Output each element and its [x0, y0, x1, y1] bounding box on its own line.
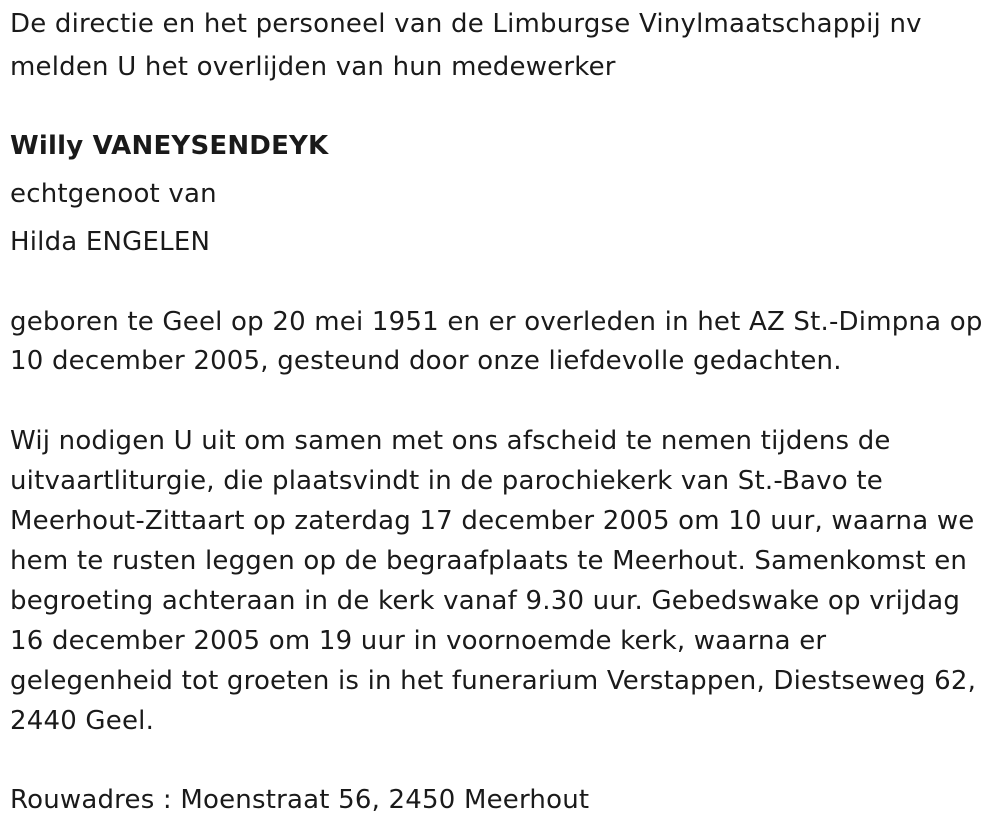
birth-death-line-1: geboren te Geel op 20 mei 1951 en er overleden in het AZ St.-Dimpna op — [10, 307, 983, 337]
intro-line-1: De directie en het personeel van de Limburgse Vinylmaatschappij nv — [10, 9, 922, 39]
relation-label: echtgenoot van — [10, 179, 217, 209]
funeral-line-8: 2440 Geel. — [10, 706, 155, 736]
funeral-line-7: gelegenheid tot groeten is in het funerarium Verstappen, Diestseweg 62, — [10, 666, 977, 696]
spouse-name: Hilda ENGELEN — [10, 227, 211, 257]
funeral-line-4: hem te rusten leggen op de begraafplaats te Meerhout. Samenkomst en — [10, 546, 968, 576]
deceased-name: Willy VANEYSENDEYK — [10, 131, 329, 161]
funeral-line-1: Wij nodigen U uit om samen met ons afscheid te nemen tijdens de — [10, 426, 891, 456]
mourning-address: Rouwadres : Moenstraat 56, 2450 Meerhout — [10, 785, 590, 815]
funeral-line-6: 16 december 2005 om 19 uur in voornoemde kerk, waarna er — [10, 626, 827, 656]
intro-line-2: melden U het overlijden van hun medewerker — [10, 52, 616, 82]
birth-death-line-2: 10 december 2005, gesteund door onze liefdevolle gedachten. — [10, 346, 842, 376]
funeral-line-5: begroeting achteraan in de kerk vanaf 9.30 uur. Gebedswake op vrijdag — [10, 586, 961, 616]
funeral-line-2: uitvaartliturgie, die plaatsvindt in de parochiekerk van St.-Bavo te — [10, 466, 883, 496]
funeral-line-3: Meerhout-Zittaart op zaterdag 17 december 2005 om 10 uur, waarna we — [10, 506, 975, 536]
